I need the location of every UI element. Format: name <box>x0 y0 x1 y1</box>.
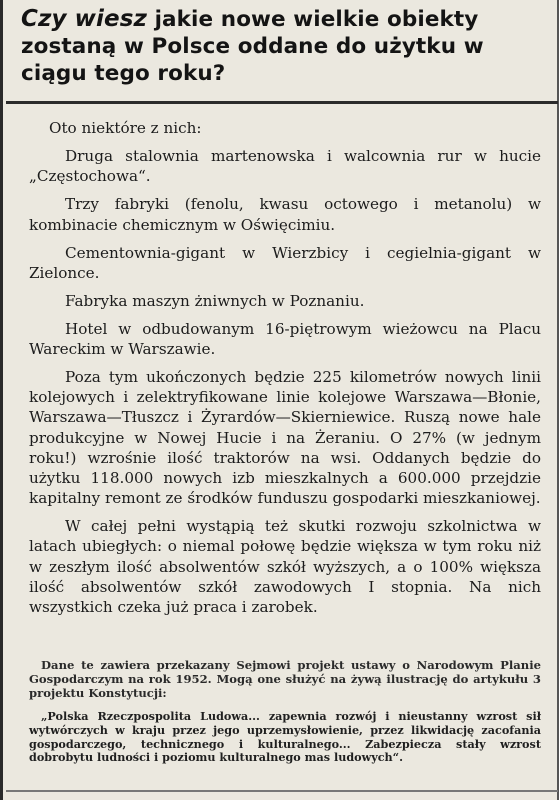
paragraph-railways-housing: Poza tym ukończonych będzie 225 kilometrów nowych linii kolejowych i zelektryfikowane linie kolejowe Warszawa—Błonie, Warszawa—Tłuszcz i Żyrardów—Skierniewice. Ruszą nowe hale produkcyjne w Nowej Hucie i na Żeraniu. O 27% (w jednym roku!) wzrośnie ilość traktorów na wsi. Oddanych będzie do użytku 118.000 nowych izb mieszkalnych a 600.000 przejdzie kapitalny remont ze środków funduszu gospodarki mieszkaniowej. <box>29 368 541 508</box>
article-body <box>29 118 541 625</box>
footnote-text: Dane te zawiera przekazany Sejmowi projekt ustawy o Narodowym Planie Gospodarczym na rok 1952. Mogą one służyć na żywą ilustrację do artykułu 3 projektu Konstytucji: <box>29 658 541 701</box>
constitution-quote <box>29 710 541 765</box>
paragraph-education: W całej pełni wystąpią też skutki rozwoju szkolnictwa w latach ubiegłych: o niemal połowę będzie większa w tym roku niż w zeszłym ilość absolwentów szkół wyższych, a o 100% większa ilość absolwentów szkół zawodowych I stopnia. Na nich wszystkich czeka już praca i zarobek. <box>29 517 541 617</box>
headline-divider <box>6 101 558 104</box>
quote-text: „Polska Rzeczpospolita Ludowa... zapewnia rozwój i nieustanny wzrost sił wytwórczych w kraju przez jego uprzemysłowienie, przez likwidację zacofania gospodarczego, technicznego i kulturalnego... Zabezpiecza stały wzrost dobrobytu ludności i poziomu kulturalnego mas ludowych“. <box>29 709 541 765</box>
paragraph-chemical-plants: Trzy fabryki (fenolu, kwasu octowego i metanolu) w kombinacie chemicznym w Oświęcimiu. <box>29 195 541 234</box>
headline-lead: Czy wiesz <box>21 6 147 32</box>
paragraph-hotel: Hotel w odbudowanym 16-piętrowym wieżowcu na Placu Wareckim w Warszawie. <box>29 319 541 359</box>
footnote <box>29 658 541 701</box>
bottom-divider <box>6 790 558 792</box>
headline <box>21 6 551 87</box>
paragraph-harvester-factory: Fabryka maszyn żniwnych w Poznaniu. <box>65 291 365 310</box>
paragraph-steelworks: Druga stalownia martenowska i walcownia rur w hucie „Częstochowa“. <box>29 147 541 186</box>
intro-paragraph: Oto niektóre z nich: <box>49 119 202 137</box>
headline-rest: jakie nowe wielkie obiekty zostaną w Polsce oddane do użytku w ciągu tego roku? <box>21 7 484 86</box>
paragraph-cement: Cementownia-gigant w Wierzbicy i cegielnia-gigant w Zielonce. <box>29 243 541 282</box>
